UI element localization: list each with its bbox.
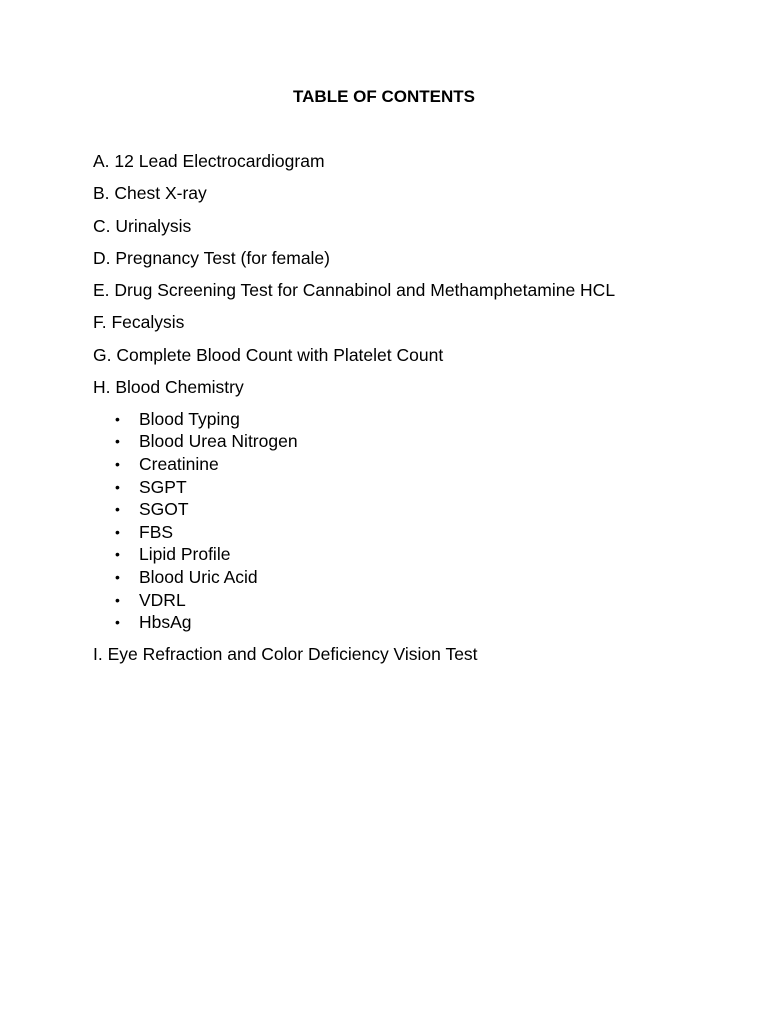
toc-entry-a: A. 12 Lead Electrocardiogram [93,151,325,171]
list-item [93,499,713,522]
bullet-icon: • [115,569,120,586]
toc-entry-i: I. Eye Refraction and Color Deficiency Vision Test [93,643,478,664]
list-item-label: SGPT [139,476,187,497]
toc-entry-f: F. Fecalysis [93,312,185,333]
list-item [93,567,713,590]
bullet-icon: • [115,523,120,540]
list-item-label: Blood Urea Nitrogen [139,431,298,452]
list-item-label: VDRL [139,589,186,610]
table-of-contents [93,151,713,676]
bullet-icon: • [115,410,120,427]
bullet-icon: • [115,546,120,563]
list-item [93,431,713,454]
bullet-icon: • [115,478,120,495]
list-item-label: Lipid Profile [139,544,231,565]
toc-entry-e: E. Drug Screening Test for Cannabinol and Methamphetamine HCL [93,280,616,301]
list-item-label: Blood Typing [139,408,240,429]
toc-entry-g: G. Complete Blood Count with Platelet Count [93,344,444,365]
toc-entry-h: H. Blood Chemistry [93,377,244,398]
list-item [93,544,713,567]
blood-chemistry-list [93,409,713,635]
list-item-label: HbsAg [139,612,192,633]
list-item-label: Blood Uric Acid [139,567,258,588]
list-item [93,409,713,432]
list-item-label: SGOT [139,499,189,520]
toc-entry-d: D. Pregnancy Test (for female) [93,247,330,268]
bullet-icon: • [115,433,120,450]
bullet-icon: • [115,614,120,631]
list-item-label: Creatinine [139,454,219,475]
page-title: TABLE OF CONTENTS [293,87,475,106]
list-item [93,477,713,500]
toc-entry-b: B. Chest X-ray [93,183,207,204]
list-item [93,612,713,635]
toc-entry-c: C. Urinalysis [93,215,192,236]
bullet-icon: • [115,501,120,518]
list-item-label: FBS [139,521,174,542]
bullet-icon: • [115,591,120,608]
bullet-icon: • [115,456,120,473]
list-item [93,454,713,477]
list-item [93,522,713,545]
list-item [93,590,713,613]
